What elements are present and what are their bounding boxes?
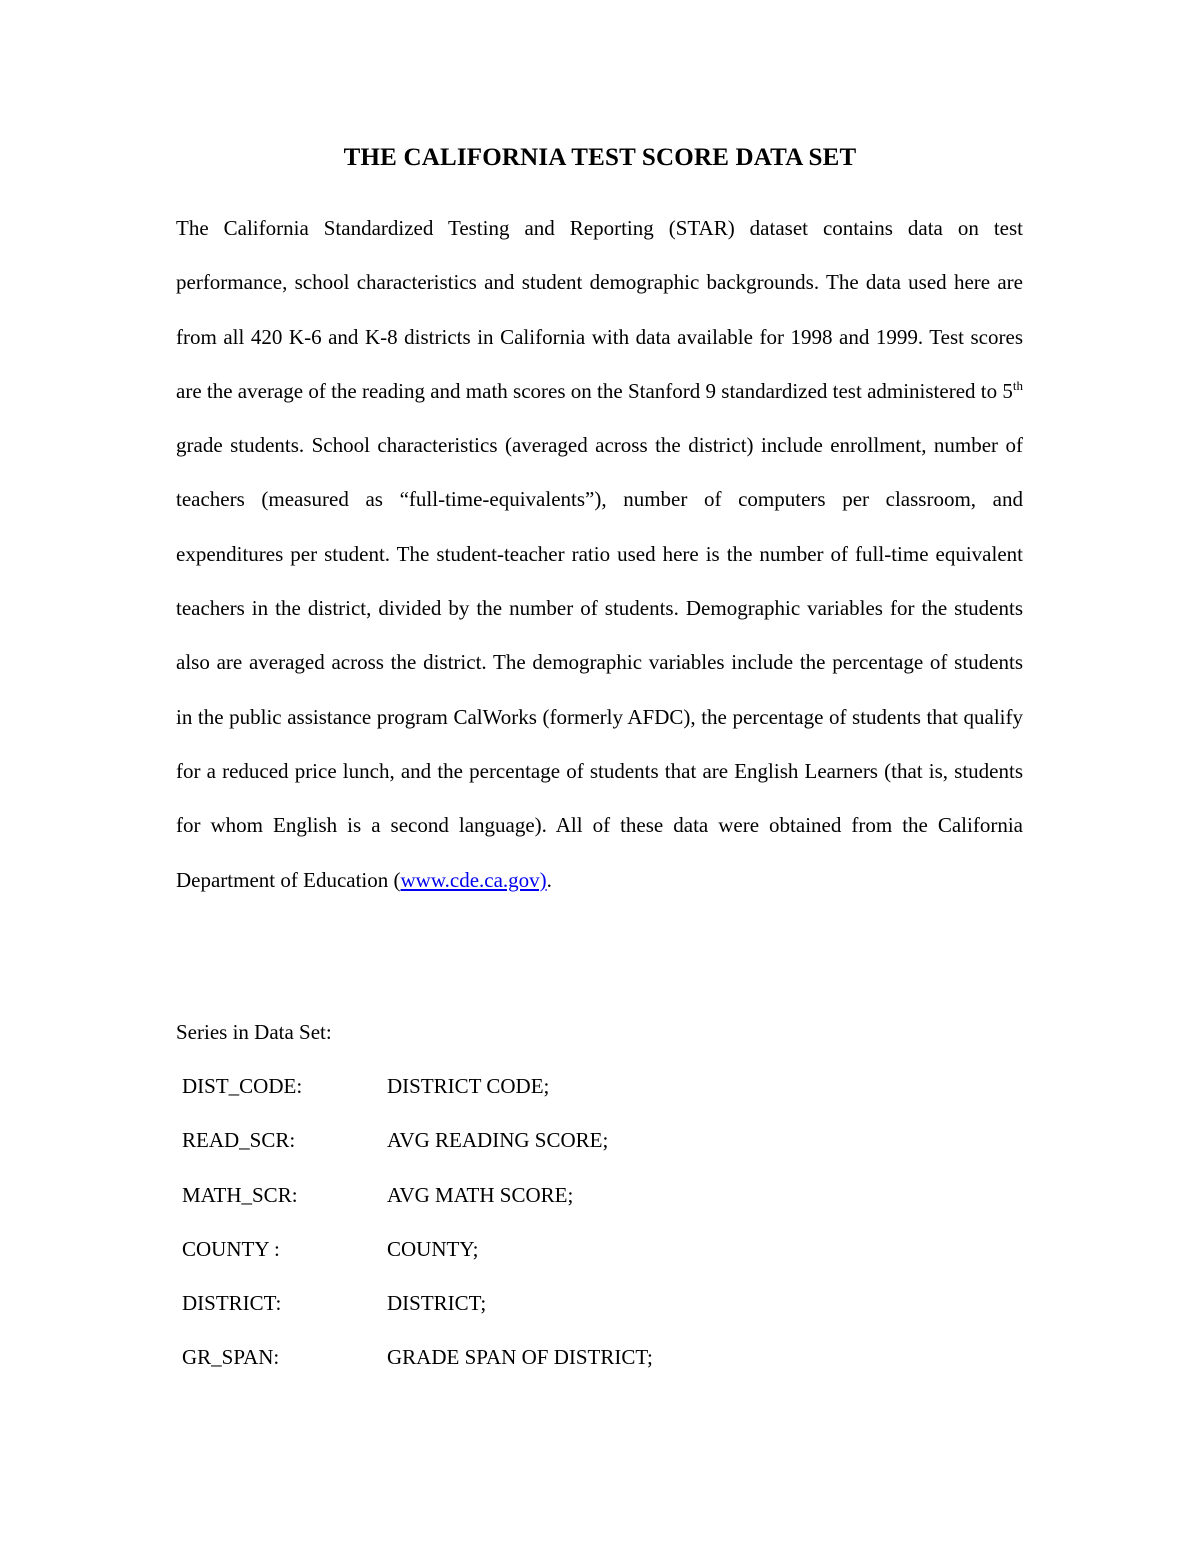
series-code: DISTRICT: [182, 1291, 282, 1316]
series-description: AVG MATH SCORE; [387, 1182, 574, 1207]
series-row [182, 1177, 882, 1231]
series-code: DIST_CODE: [182, 1074, 303, 1098]
series-row [182, 1339, 882, 1393]
document-title: THE CALIFORNIA TEST SCORE DATA SET [343, 144, 857, 171]
series-row [182, 1231, 882, 1285]
series-description: COUNTY; [387, 1236, 479, 1261]
series-description: DISTRICT; [387, 1291, 487, 1316]
paragraph-text-part2: grade students. School characteristics (averaged across the district) include enrollment, number of teachers (measured as “full-time-equivalents”), number of computers per classroom, and expenditures per student. The student-teacher ratio used here is the number of full-time equivalent teachers in the district, divided by the number of students. Demographic variables for the students also are averaged across the district. The demographic variables include the percentage of students in the public assistance program CalWorks (formerly AFDC), the percentage of students that qualify for a reduced price lunch, and the percentage of students that are English Learners (that is, students for whom English is a second language). All of these data were obtained from the California Department of Education ( [176, 433, 1023, 892]
series-row [182, 1068, 882, 1122]
series-code: MATH_SCR: [182, 1182, 298, 1207]
series-row [182, 1285, 882, 1339]
description-paragraph [176, 201, 1023, 907]
series-list [182, 1068, 882, 1394]
series-code: READ_SCR: [182, 1128, 296, 1153]
series-row [182, 1122, 882, 1176]
series-code: GR_SPAN: [182, 1345, 280, 1370]
series-description: AVG READING SCORE; [387, 1128, 609, 1153]
series-code: COUNTY : [182, 1236, 280, 1261]
ordinal-superscript: th [1012, 377, 1023, 393]
paragraph-text-part3: . [546, 867, 552, 892]
cde-website-link[interactable]: www.cde.ca.gov) [400, 867, 547, 892]
series-heading: Series in Data Set: [176, 1020, 332, 1044]
series-description: DISTRICT CODE; [387, 1074, 550, 1098]
paragraph-text-part1: The California Standardized Testing and Reporting (STAR) dataset contains data on test performance, school characteristics and student demographic backgrounds. The data used here are from all 420 K-6 and K-8 districts in California with data available for 1998 and 1999. Test scores are the average of the reading and math scores on the Stanford 9 standardized test administered to 5 [176, 216, 1023, 403]
series-description: GRADE SPAN OF DISTRICT; [387, 1345, 653, 1370]
